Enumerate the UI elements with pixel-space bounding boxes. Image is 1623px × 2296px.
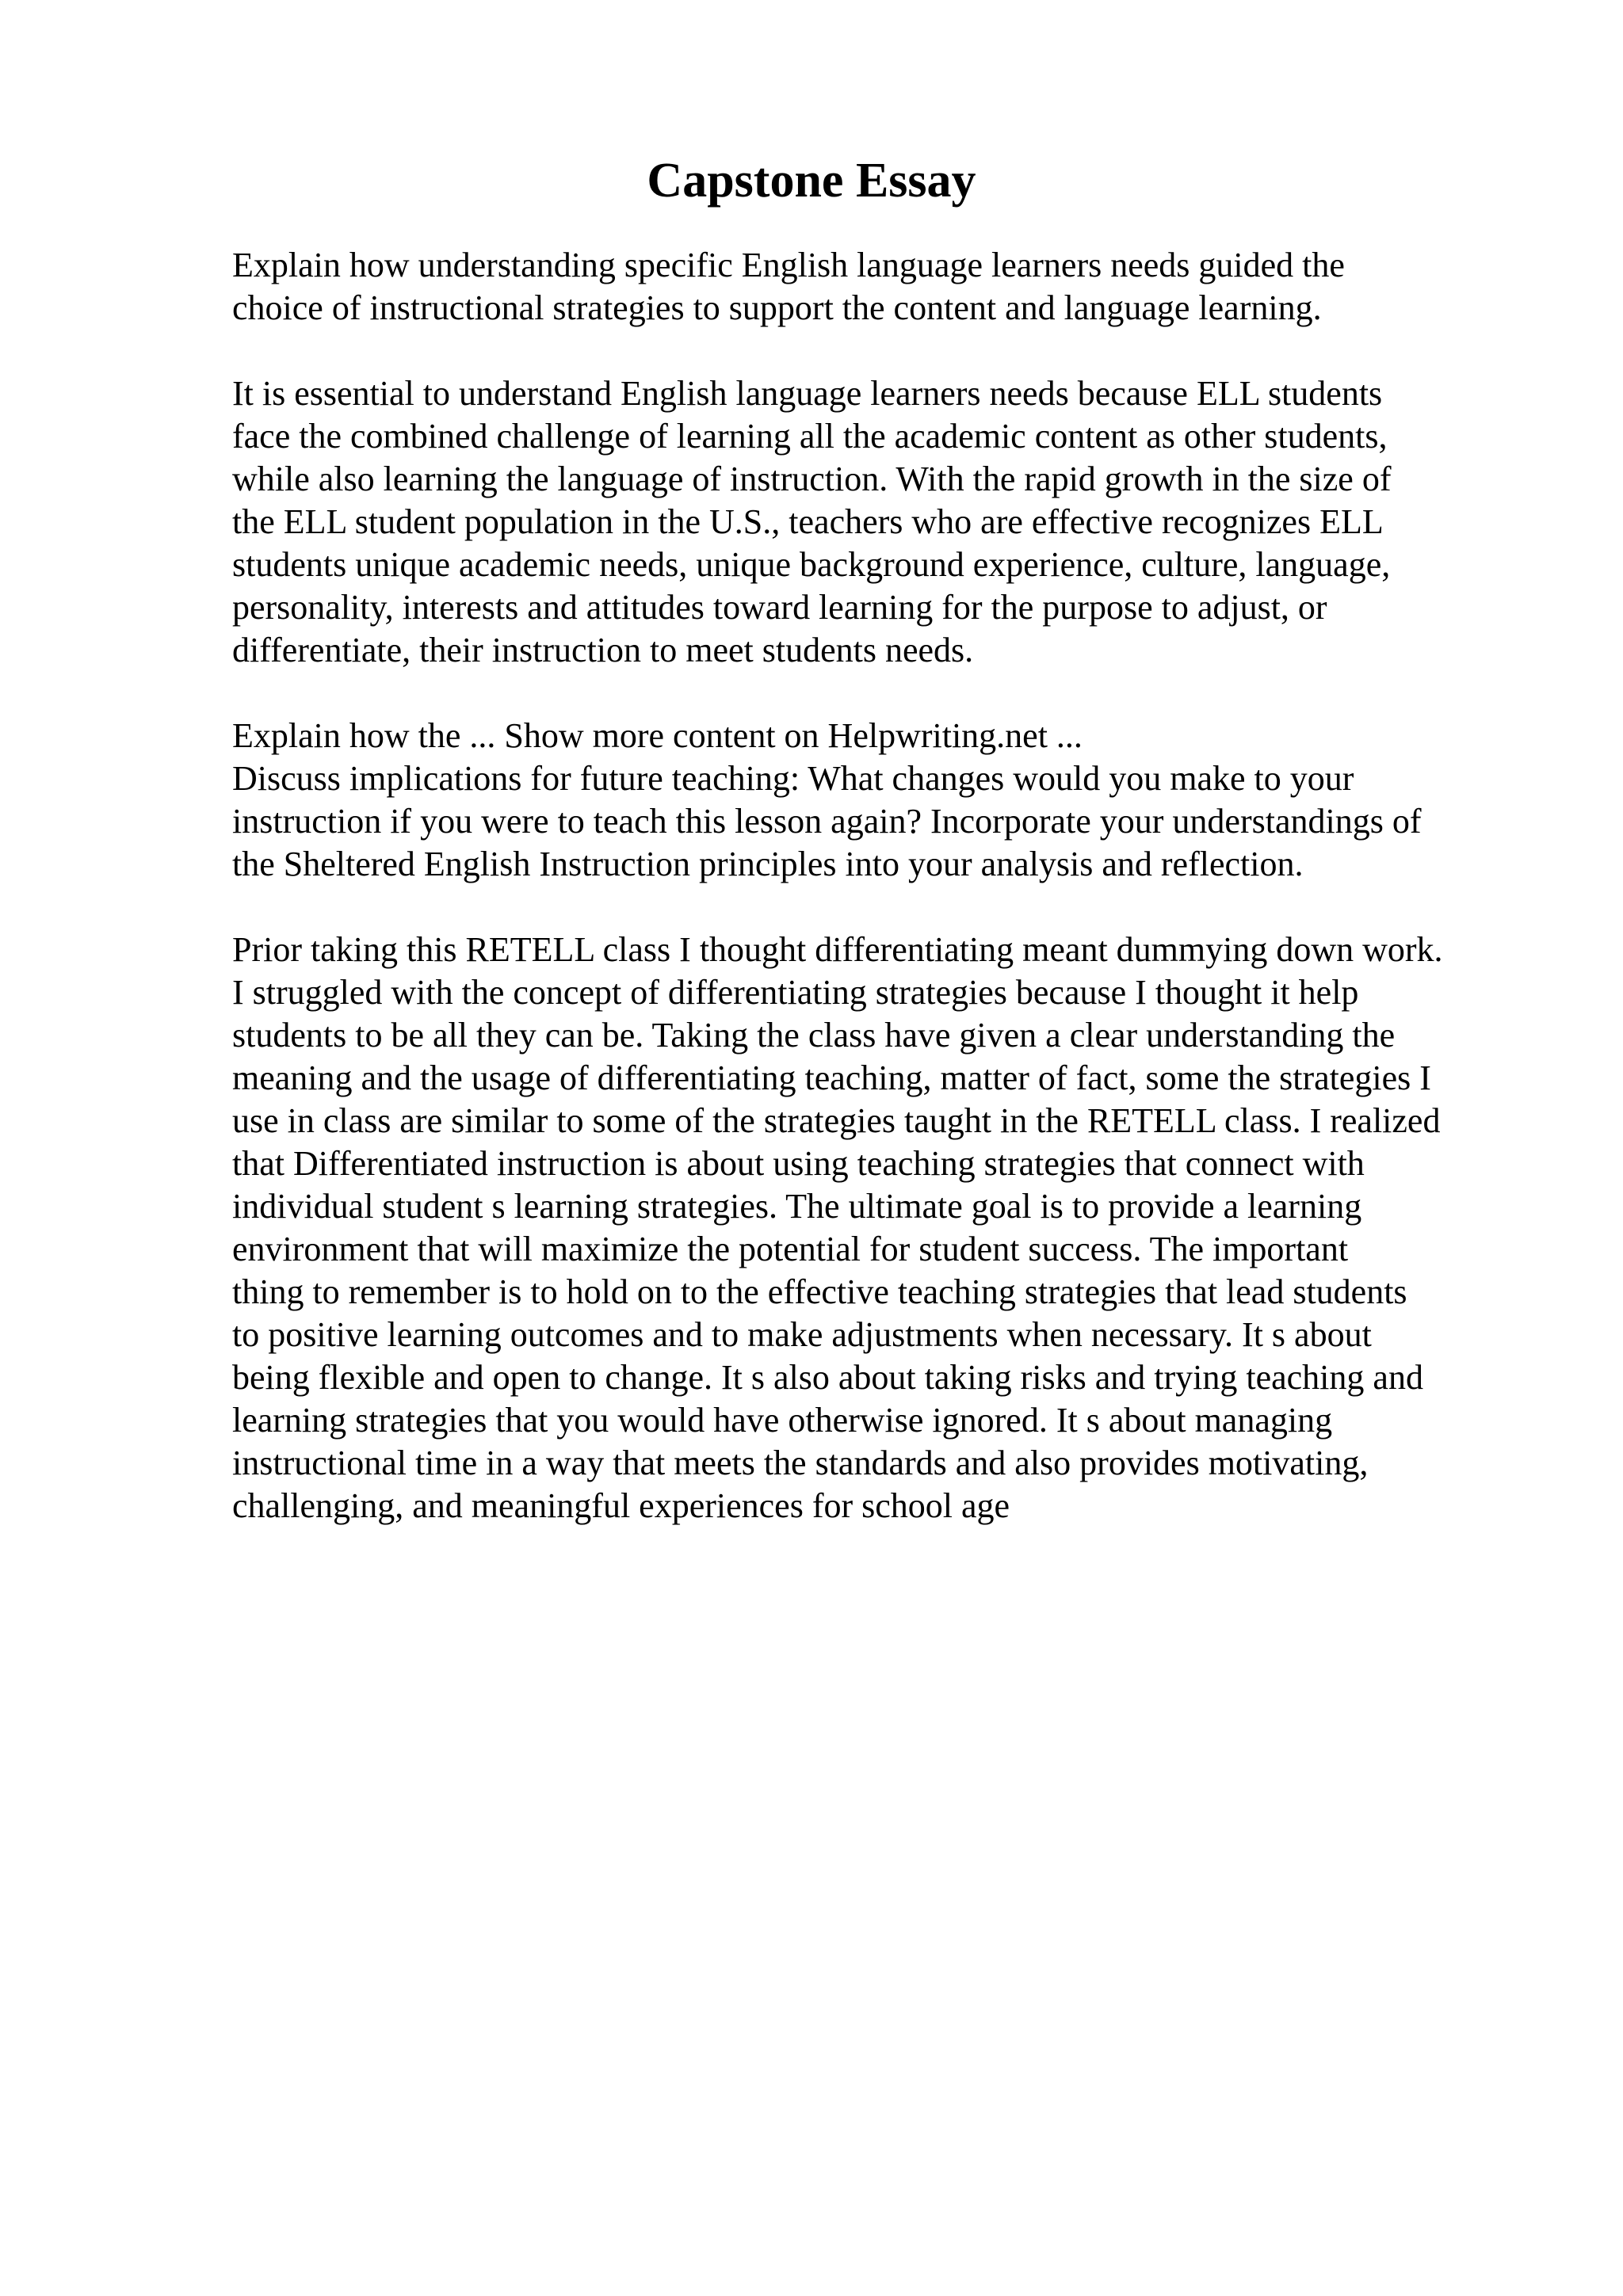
text-line: thing to remember is to hold on to the effective teaching strategies that lead students xyxy=(232,1272,1407,1311)
text-line: use in class are similar to some of the strategies taught in the RETELL class. I realized xyxy=(232,1101,1441,1140)
text-line: Prior taking this RETELL class I thought differentiating meant dummying down work. xyxy=(232,930,1443,969)
document-body xyxy=(232,244,1564,1527)
paragraph-4 xyxy=(232,929,1564,1527)
text-line: to positive learning outcomes and to make adjustments when necessary. It s about xyxy=(232,1315,1372,1354)
paragraph-1 xyxy=(232,244,1564,330)
text-line: challenging, and meaningful experiences for school age xyxy=(232,1486,1010,1525)
paragraph-gap xyxy=(232,672,1564,715)
text-line: instruction if you were to teach this lesson again? Incorporate your understandings of xyxy=(232,802,1422,841)
text-line: meaning and the usage of differentiating teaching, matter of fact, some the strategies I xyxy=(232,1058,1431,1097)
text-line: choice of instructional strategies to support the content and language learning. xyxy=(232,288,1322,327)
paragraph-gap xyxy=(232,330,1564,372)
text-line: learning strategies that you would have otherwise ignored. It s about managing xyxy=(232,1401,1333,1440)
text-line: the Sheltered English Instruction principles into your analysis and reflection. xyxy=(232,845,1304,883)
text-line: being flexible and open to change. It s also about taking risks and trying teaching and xyxy=(232,1358,1423,1397)
text-line: Explain how understanding specific English language learners needs guided the xyxy=(232,246,1345,284)
paragraph-2 xyxy=(232,372,1564,672)
text-line: I struggled with the concept of differentiating strategies because I thought it help xyxy=(232,973,1359,1012)
text-line: differentiate, their instruction to meet students needs. xyxy=(232,631,974,669)
text-line: individual student s learning strategies. The ultimate goal is to provide a learning xyxy=(232,1187,1362,1226)
text-line: the ELL student population in the U.S., teachers who are effective recognizes ELL xyxy=(232,502,1384,541)
text-line: face the combined challenge of learning all the academic content as other students, xyxy=(232,417,1388,456)
text-line: instructional time in a way that meets the standards and also provides motivating, xyxy=(232,1444,1369,1482)
paragraph-gap xyxy=(232,886,1564,929)
text-line: environment that will maximize the potential for student success. The important xyxy=(232,1230,1349,1268)
text-line: students to be all they can be. Taking the class have given a clear understanding the xyxy=(232,1016,1396,1055)
text-line: Explain how the ... Show more content on Helpwriting.net ... xyxy=(232,716,1083,755)
page-title: Capstone Essay xyxy=(647,154,976,208)
paragraph-3 xyxy=(232,715,1564,886)
text-line: personality, interests and attitudes toward learning for the purpose to adjust, or xyxy=(232,588,1327,627)
text-line: while also learning the language of instruction. With the rapid growth in the size of xyxy=(232,460,1392,498)
text-line: that Differentiated instruction is about using teaching strategies that connect with xyxy=(232,1144,1365,1183)
text-line: students unique academic needs, unique background experience, culture, language, xyxy=(232,545,1391,584)
text-line: It is essential to understand English language learners needs because ELL students xyxy=(232,374,1383,413)
text-line: Discuss implications for future teaching: What changes would you make to your xyxy=(232,759,1354,798)
